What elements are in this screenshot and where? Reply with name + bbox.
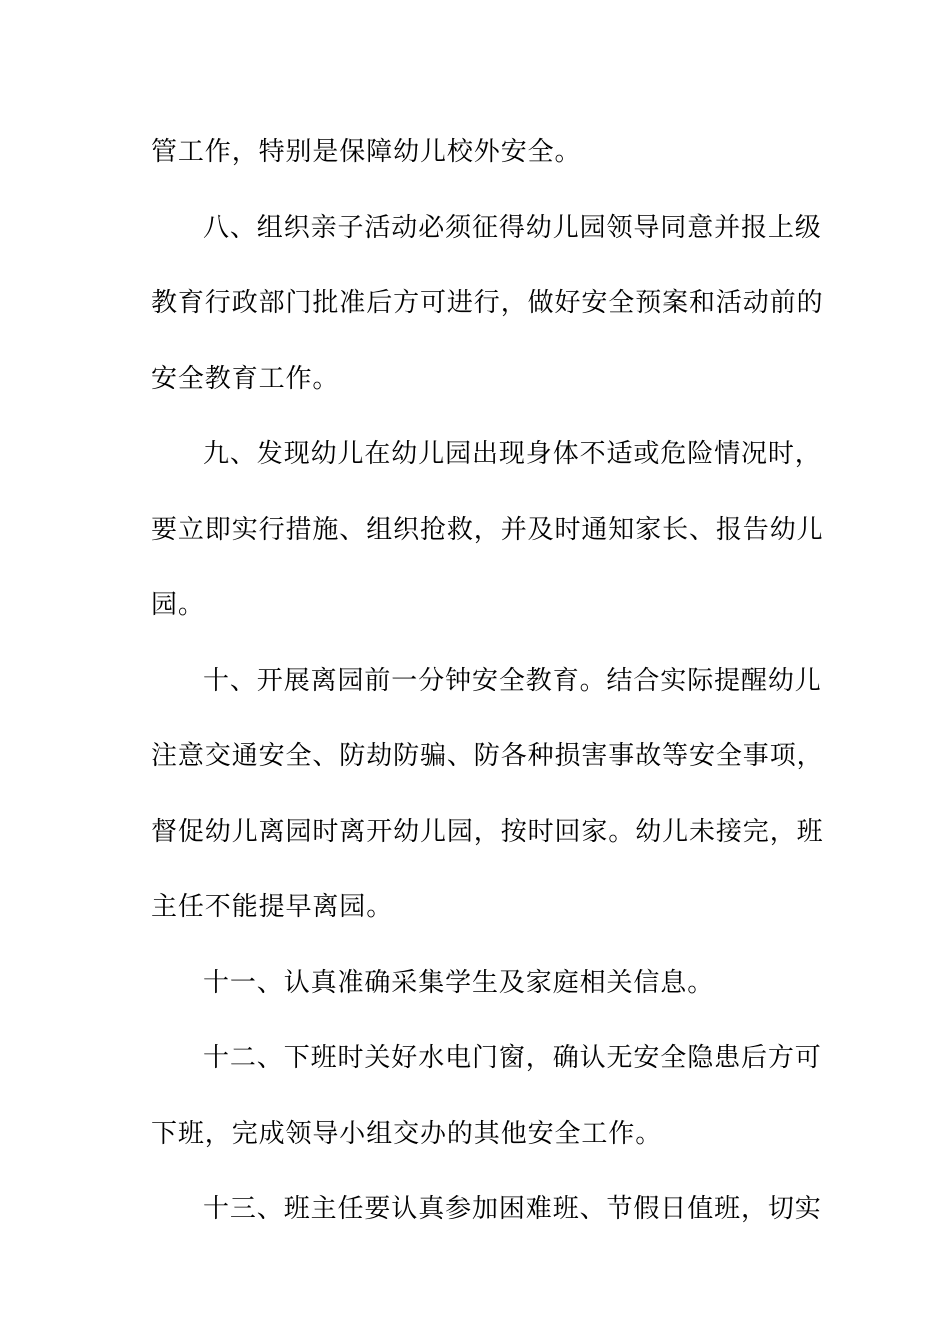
text-line: 主任不能提早离园。 bbox=[151, 892, 394, 922]
text-line: 要立即实行措施、组织抢救，并及时通知家长、报告幼儿 bbox=[151, 514, 824, 545]
paragraph-start-line: 九、发现幼儿在幼儿园出现身体不适或危险情况时， bbox=[203, 439, 822, 469]
paragraph-start-line: 八、组织亲子活动必须征得幼儿园领导同意并报上级 bbox=[203, 212, 822, 243]
text-line: 注意交通安全、防劫防骗、防各种损害事故等安全事项， bbox=[151, 741, 824, 771]
text-line: 园。 bbox=[151, 590, 205, 620]
text-line: 下班，完成领导小组交办的其他安全工作。 bbox=[151, 1118, 663, 1149]
paragraph-start-line: 十三、班主任要认真参加困难班、节假日值班，切实 bbox=[203, 1194, 822, 1224]
text-line: 安全教育工作。 bbox=[151, 363, 340, 394]
text-line: 教育行政部门批准后方可进行，做好安全预案和活动前的 bbox=[151, 288, 824, 318]
text-line: 管工作，特别是保障幼儿校外安全。 bbox=[151, 137, 582, 167]
paragraph-start-line: 十二、下班时关好水电门窗，确认无安全隐患后方可 bbox=[203, 1043, 822, 1073]
paragraph-start-line: 十一、认真准确采集学生及家庭相关信息。 bbox=[203, 967, 715, 998]
document-body bbox=[151, 128, 824, 1261]
paragraph-start-line: 十、开展离园前一分钟安全教育。结合实际提醒幼儿 bbox=[203, 665, 822, 696]
text-line: 督促幼儿离园时离开幼儿园，按时回家。幼儿未接完，班 bbox=[151, 816, 824, 847]
